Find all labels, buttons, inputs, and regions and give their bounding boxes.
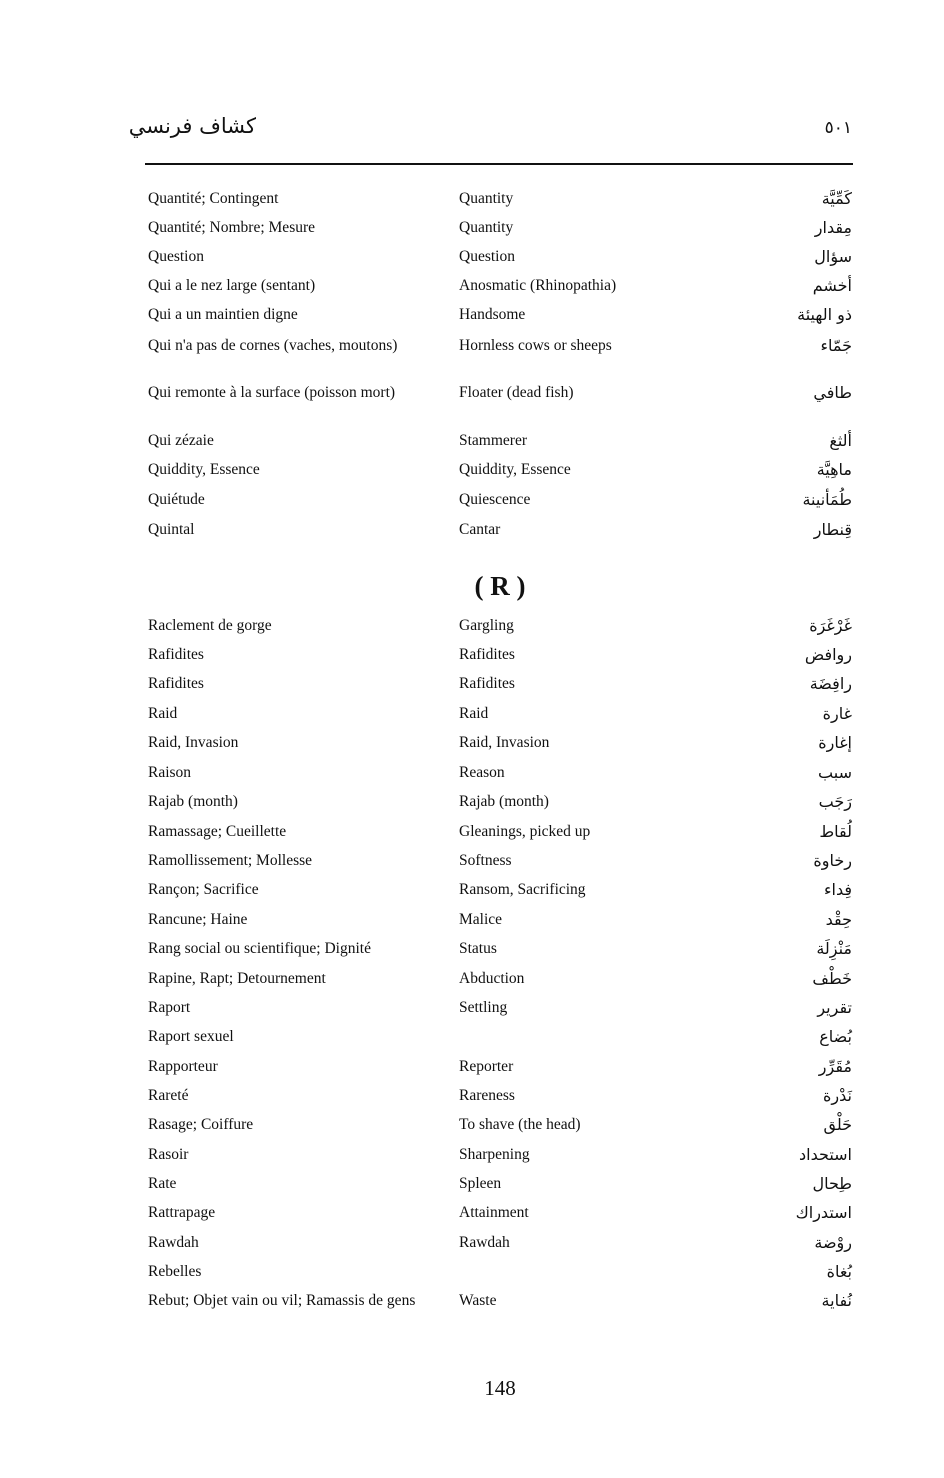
french-term: Rattrapage (148, 1204, 216, 1221)
english-term: Gargling (459, 617, 514, 634)
french-term: Rajab (month) (148, 793, 238, 810)
arabic-term: طافي (813, 383, 852, 402)
english-term: Stammerer (459, 432, 528, 449)
arabic-term: استدراك (795, 1203, 852, 1222)
french-term: Rafidites (148, 646, 204, 663)
english-term: Rareness (459, 1087, 515, 1104)
arabic-term: مُقَرِّر (818, 1057, 852, 1076)
arabic-term: طِحال (812, 1174, 852, 1193)
arabic-term: روْضة (814, 1233, 852, 1252)
arabic-term: نُفاية (821, 1291, 852, 1310)
french-term: Qui remonte à la surface (poisson mort) (148, 384, 396, 401)
french-term: Rawdah (148, 1234, 199, 1251)
english-term: Status (459, 940, 497, 957)
english-term: Attainment (459, 1204, 529, 1221)
arabic-term: جَمّاء (820, 336, 852, 355)
arabic-term: رخاوة (813, 851, 852, 870)
english-term: Rafidites (459, 675, 515, 692)
english-term: Question (459, 248, 515, 265)
arabic-term: استحداد (799, 1145, 852, 1164)
french-term: Rafidites (148, 675, 204, 692)
french-term: Rebelles (148, 1263, 202, 1280)
english-term: Waste (459, 1292, 497, 1309)
arabic-term: لُقاط (819, 822, 852, 841)
french-term: Rang social ou scientifique; Dignité (148, 940, 371, 957)
french-term: Qui zézaie (148, 432, 214, 449)
arabic-term: بُضاع (819, 1027, 852, 1046)
arabic-term: حَلْق (823, 1115, 852, 1134)
arabic-term: نَدْرة (823, 1086, 852, 1105)
arabic-term: كَمِّيَّة (821, 189, 852, 208)
arabic-term: إغارة (818, 733, 852, 752)
french-term: Rapporteur (148, 1058, 218, 1075)
english-term: Gleanings, picked up (459, 823, 591, 840)
arabic-term: مَنْزِلَة (816, 939, 852, 958)
english-term: Hornless cows or sheeps (459, 337, 612, 354)
french-term: Qui a un maintien digne (148, 306, 298, 323)
header-rule (145, 163, 853, 165)
french-term: Raid (148, 705, 178, 722)
arabic-term: مِقدار (814, 218, 852, 237)
english-term: Quiddity, Essence (459, 461, 571, 478)
english-term: Quantity (459, 219, 514, 236)
english-term: Handsome (459, 306, 526, 323)
section-heading: ( R ) (474, 571, 526, 601)
english-term: Abduction (459, 970, 525, 987)
english-term: Malice (459, 911, 503, 928)
french-term: Rasoir (148, 1146, 189, 1163)
english-term: Raid (459, 705, 489, 722)
arabic-term: غَرْغَرَة (809, 616, 852, 635)
english-term: Floater (dead fish) (459, 384, 574, 401)
arabic-term: روافض (804, 645, 852, 664)
arabic-term: سؤال (814, 247, 852, 266)
french-term: Raid, Invasion (148, 734, 239, 751)
french-term: Rapine, Rapt; Detournement (148, 970, 326, 987)
english-term: Raid, Invasion (459, 734, 550, 751)
arabic-term: خَطْف (812, 969, 852, 988)
english-term: Rafidites (459, 646, 515, 663)
english-term: Softness (459, 852, 512, 869)
arabic-term: أخشم (812, 276, 852, 295)
french-term: Quiddity, Essence (148, 461, 260, 478)
arabic-term: قِنطار (813, 520, 852, 539)
french-term: Rate (148, 1175, 177, 1192)
french-term: Raclement de gorge (148, 617, 272, 634)
arabic-term: رَجَب (818, 792, 852, 811)
french-term: Ramassage; Cueillette (148, 823, 287, 840)
arabic-term: غارة (822, 704, 852, 723)
arabic-term: ذو الهيئة (797, 305, 852, 324)
french-term: Ramollissement; Mollesse (148, 852, 313, 869)
arabic-term: فِداء (823, 880, 852, 899)
arabic-term: طُمَأنينة (802, 490, 852, 509)
english-term: Ransom, Sacrificing (459, 881, 586, 898)
english-term: Settling (459, 999, 508, 1016)
french-term: Rancune; Haine (148, 911, 248, 928)
english-term: Quiescence (459, 491, 531, 508)
french-term: Rareté (148, 1087, 189, 1104)
running-header-title: كشاف فرنسي (128, 114, 256, 138)
english-term: Anosmatic (Rhinopathia) (459, 277, 617, 294)
english-term: Reason (459, 764, 505, 781)
english-term: Spleen (459, 1175, 502, 1192)
english-term: To shave (the head) (459, 1116, 581, 1133)
arabic-term: تقرير (817, 998, 852, 1017)
french-term: Quantité; Contingent (148, 190, 279, 207)
arabic-term: سبب (818, 763, 852, 782)
french-term: Quintal (148, 521, 195, 538)
french-term: Rançon; Sacrifice (148, 881, 259, 898)
french-term: Rasage; Coiffure (148, 1116, 254, 1133)
arabic-term: بُغاة (826, 1262, 852, 1281)
french-term: Quantité; Nombre; Mesure (148, 219, 316, 236)
french-term: Quiétude (148, 491, 205, 508)
arabic-term: ماهِيَّة (816, 460, 852, 479)
french-term: Raport (148, 999, 191, 1016)
english-term: Rawdah (459, 1234, 510, 1251)
french-term: Raport sexuel (148, 1028, 234, 1045)
page-folio: 148 (484, 1376, 516, 1400)
english-term: Reporter (459, 1058, 514, 1075)
english-term: Quantity (459, 190, 514, 207)
english-term: Cantar (459, 521, 501, 538)
french-term: Qui a le nez large (sentant) (148, 277, 316, 294)
french-term: Qui n'a pas de cornes (vaches, moutons) (148, 337, 398, 354)
arabic-term: ألثغ (829, 431, 852, 450)
english-term: Rajab (month) (459, 793, 549, 810)
arabic-term: حِقْد (825, 910, 852, 929)
english-term: Sharpening (459, 1146, 530, 1163)
french-term: Question (148, 248, 204, 265)
french-term: Raison (148, 764, 192, 781)
french-term: Rebut; Objet vain ou vil; Ramassis de gens (148, 1292, 416, 1309)
arabic-term: رافِضَة (809, 674, 852, 693)
running-header-page-number: ٥٠١ (824, 118, 852, 138)
